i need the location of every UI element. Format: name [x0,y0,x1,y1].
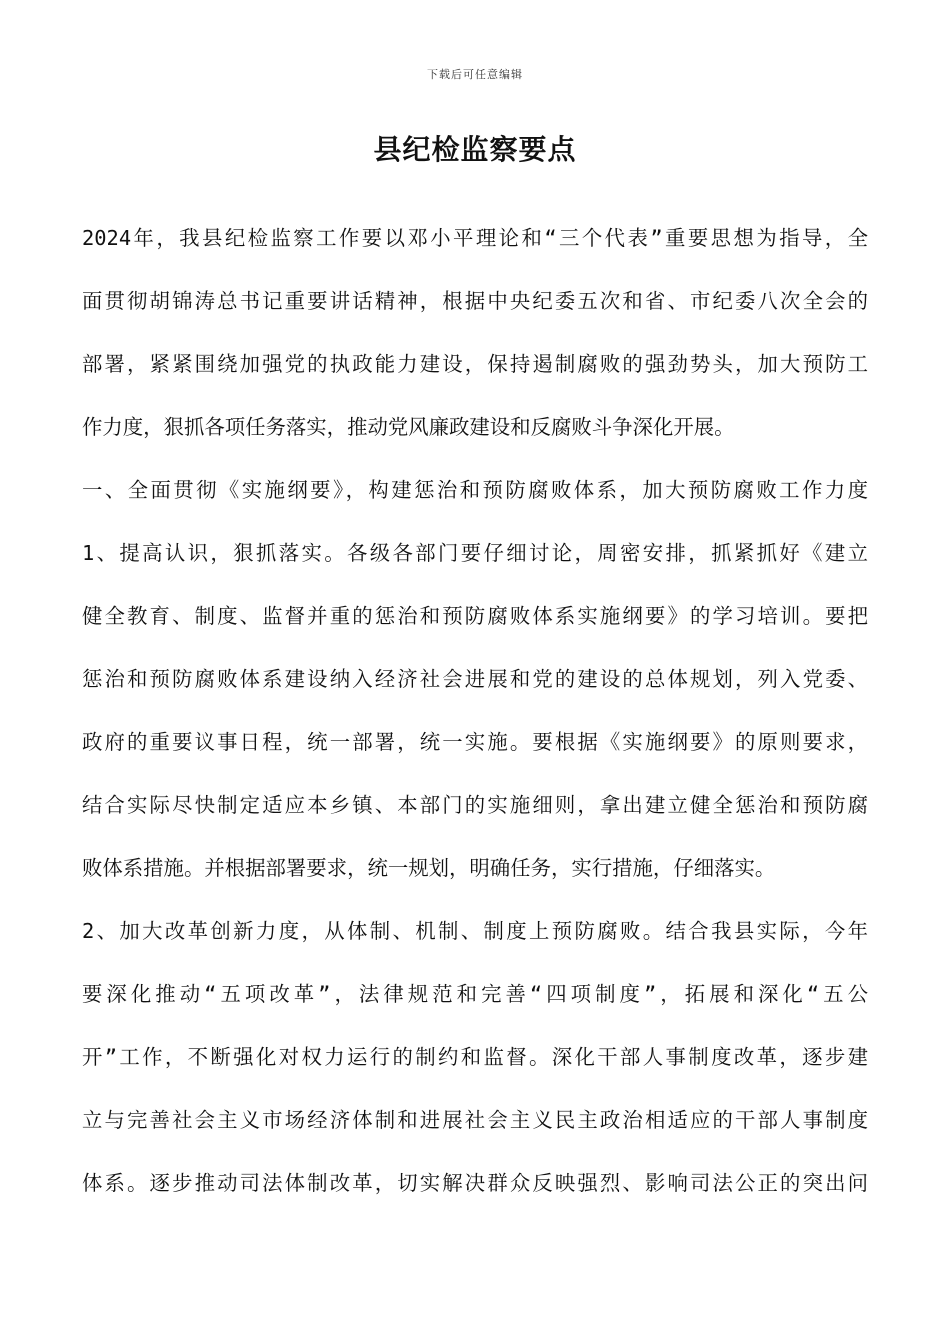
paragraph-line: 部署，紧紧围绕加强党的执政能力建设，保持遏制腐败的强劲势头，加大预防工 [82,352,868,376]
paragraph-line: 结合实际尽快制定适应本乡镇、本部门的实施细则，拿出建立健全惩治和预防腐 [82,793,868,817]
header-note: 下载后可任意编辑 [427,68,523,81]
paragraph-line: 1、提高认识，狠抓落实。各级各部门要仔细讨论，周密安排，抓紧抓好《建立 [82,541,868,565]
paragraph-line: 败体系措施。并根据部署要求，统一规划，明确任务，实行措施，仔细落实。 [82,856,776,880]
paragraph-line: 开”工作，不断强化对权力运行的制约和监督。深化干部人事制度改革，逐步建 [82,1045,868,1069]
paragraph-line: 立与完善社会主义市场经济体制和进展社会主义民主政治相适应的干部人事制度 [82,1108,868,1132]
document-body [82,220,868,1228]
section-heading: 一、全面贯彻《实施纲要》，构建惩治和预防腐败体系，加大预防腐败工作力度 [82,478,868,502]
paragraph-line: 健全教育、制度、监督并重的惩治和预防腐败体系实施纲要》的学习培训。要把 [82,604,868,628]
paragraph-line: 惩治和预防腐败体系建设纳入经济社会进展和党的建设的总体规划，列入党委、 [82,667,868,691]
paragraph-line: 面贯彻胡锦涛总书记重要讲话精神，根据中央纪委五次和省、市纪委八次全会的 [82,289,868,313]
document-title: 县纪检监察要点 [373,133,577,166]
paragraph-line: 体系。逐步推动司法体制改革，切实解决群众反映强烈、影响司法公正的突出问 [82,1171,868,1195]
paragraph-line: 要深化推动“五项改革”，法律规范和完善“四项制度”，拓展和深化“五公 [82,982,868,1006]
paragraph-line: 政府的重要议事日程，统一部署，统一实施。要根据《实施纲要》的原则要求， [82,730,868,754]
paragraph-line: 2024年，我县纪检监察工作要以邓小平理论和“三个代表”重要思想为指导，全 [82,226,868,250]
paragraph-line: 作力度，狠抓各项任务落实，推动党风廉政建设和反腐败斗争深化开展。 [82,415,735,439]
paragraph-line: 2、加大改革创新力度，从体制、机制、制度上预防腐败。结合我县实际，今年 [82,919,868,943]
